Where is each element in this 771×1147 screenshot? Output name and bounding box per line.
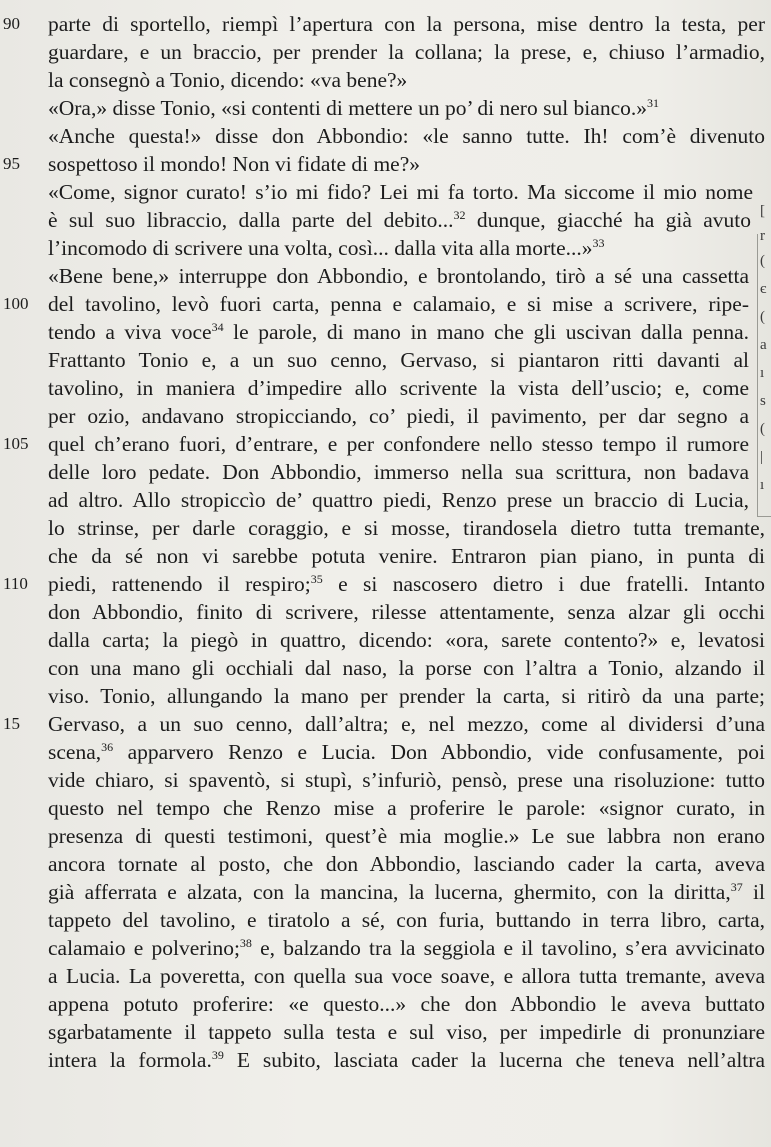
footnote-ref: 37 <box>730 880 743 894</box>
text-line: con una mano gli occhiali dal naso, la porse con l’altra a Tonio, alzando il <box>48 656 765 680</box>
adjacent-page-glyph: ı <box>760 477 765 493</box>
text-line: intera la formola.$^{39}$ E subito, lasciata cader la lucerna che teneva nell’altra <box>48 1048 765 1072</box>
adjacent-page-glyph: r <box>760 228 765 244</box>
adjacent-page-glyph: ı <box>760 365 765 381</box>
text-line: dalla carta; la piegò in quattro, dicendo: «ora, sarete contento?» e, levatosi <box>48 628 765 652</box>
text-line: che da sé non vi sarebbe potuta venire. Entraron pian piano, in punta di <box>48 544 765 568</box>
text-line: tappeto del tavolino, e tiratolo a sé, con furia, buttando in terra libro, carta, <box>48 908 765 932</box>
text-line: tendo a viva voce$^{34}$ le parole, di mano in mano che gli uscivan dalla penna. <box>48 320 749 344</box>
text-line: a Lucia. La poveretta, con quella sua voce soave, e allora tutta tremante, aveva <box>48 964 765 988</box>
footnote-ref: 31 <box>647 96 659 110</box>
text-line: delle loro pedate. Don Abbondio, immerso nella sua scrittura, non badava <box>48 460 749 484</box>
text-line: lo strinse, per darle coraggio, e si mosse, tirandosela dietro tutta tremante, <box>48 516 765 540</box>
text-line: «Bene bene,» interruppe don Abbondio, e brontolando, tirò a sé una cassetta <box>48 264 749 288</box>
text-line: Gervaso, a un suo cenno, dall’altra; e, nel mezzo, come al dividersi d’una <box>48 712 765 736</box>
text-line: guardare, e un braccio, per prender la collana; la prese, e, chiuso l’armadio, <box>48 40 765 64</box>
line-number-90: 90 <box>3 14 20 33</box>
line-number-115: 15 <box>3 714 20 733</box>
adjacent-page-glyph: ( <box>760 421 765 437</box>
adjacent-page-glyph: є <box>760 281 767 297</box>
adjacent-page-glyph: ( <box>760 309 765 325</box>
text-line: appena potuto proferire: «e questo...» che don Abbondio le aveva buttato <box>48 992 765 1016</box>
footnote-ref: 35 <box>310 572 323 586</box>
adjacent-page-glyph: s <box>760 393 766 409</box>
text-line: «Ora,» disse Tonio, «si contenti di mettere un po’ di nero sul bianco.»$^{31}$ <box>48 96 659 120</box>
footnote-ref: 34 <box>211 320 224 334</box>
adjacent-page-glyph: [ <box>760 203 765 219</box>
text-line: presenza di questi testimoni, quest’è mia moglie.» Le sue labbra non erano <box>48 824 765 848</box>
adjacent-page-glyph: | <box>760 449 764 465</box>
text-line: sospettoso il mondo! Non vi fidate di me?» <box>48 152 421 176</box>
text-line: è sul suo libraccio, dalla parte del debito...$^{32}$ dunque, giacché ha già avuto <box>48 208 751 232</box>
adjacent-page-glyph: ( <box>760 253 765 269</box>
text-line: «Anche questa!» disse don Abbondio: «le sanno tutte. Ih! com’è divenuto <box>48 124 765 148</box>
footnote-ref: 33 <box>592 236 605 250</box>
line-number-100: 100 <box>3 294 29 313</box>
text-line: l’incomodo di scrivere una volta, così... dalla vita alla morte...»$^{33}$ <box>48 236 605 260</box>
text-line: tavolino, in maniera d’impedire allo scrivente la vista dell’uscio; e, come <box>48 376 749 400</box>
text-line: scena,$^{36}$ apparvero Renzo e Lucia. Don Abbondio, vide confusamente, poi <box>48 740 765 764</box>
text-line: ad altro. Allo stropiccìo de’ quattro piedi, Renzo prese un braccio di Lucia, <box>48 488 749 512</box>
line-number-95: 95 <box>3 154 20 173</box>
text-line: «Come, signor curato! s’io mi fido? Lei mi fa torto. Ma siccome il mio nome <box>48 180 753 204</box>
text-line: parte di sportello, riempì l’apertura con la persona, mise dentro la testa, per <box>48 12 765 36</box>
adjacent-page-glyph: a <box>760 337 767 353</box>
text-line: calamaio e polverino;$^{38}$ e, balzando tra la seggiola e il tavolino, s’era avvicinato <box>48 936 765 960</box>
text-line: piedi, rattenendo il respiro;$^{35}$ e si nascosero dietro i due fratelli. Intanto <box>48 572 765 596</box>
text-line: vide chiaro, si spaventò, si stupì, s’infuriò, pensò, prese una risoluzione: tutto <box>48 768 765 792</box>
line-number-110: 110 <box>3 574 28 593</box>
footnote-ref: 38 <box>239 936 252 950</box>
text-line: quel ch’erano fuori, d’entrare, e per confondere nello stesso tempo il rumore <box>48 432 749 456</box>
text-line: del tavolino, levò fuori carta, penna e calamaio, e si mise a scrivere, ripe- <box>48 292 749 316</box>
text-line: già afferrata e alzata, con la mancina, la lucerna, ghermito, con la diritta,$^{37}$ il <box>48 880 765 904</box>
text-line: don Abbondio, finito di scrivere, rilesse attentamente, senza alzar gli occhi <box>48 600 765 624</box>
text-line: ancora tornate al posto, che don Abbondio, lasciando cader la carta, aveva <box>48 852 765 876</box>
footnote-ref: 39 <box>211 1048 224 1062</box>
text-line: viso. Tonio, allungando la mano per prender la carta, si ritirò da una parte; <box>48 684 765 708</box>
text-line: sgarbatamente il tappeto sulla testa e sul viso, per impedirle di pronunziare <box>48 1020 765 1044</box>
line-number-105: 105 <box>3 434 29 453</box>
text-line: questo nel tempo che Renzo mise a proferire le parole: «signor curato, in <box>48 796 765 820</box>
footnote-ref: 36 <box>101 740 114 754</box>
text-line: la consegnò a Tonio, dicendo: «va bene?» <box>48 68 408 92</box>
footnote-ref: 32 <box>453 208 466 222</box>
text-line: per ozio, andavano stropicciando, co’ piedi, il pavimento, per dar segno a <box>48 404 749 428</box>
text-line: Frattanto Tonio e, a un suo cenno, Gervaso, si piantaron ritti davanti al <box>48 348 749 372</box>
